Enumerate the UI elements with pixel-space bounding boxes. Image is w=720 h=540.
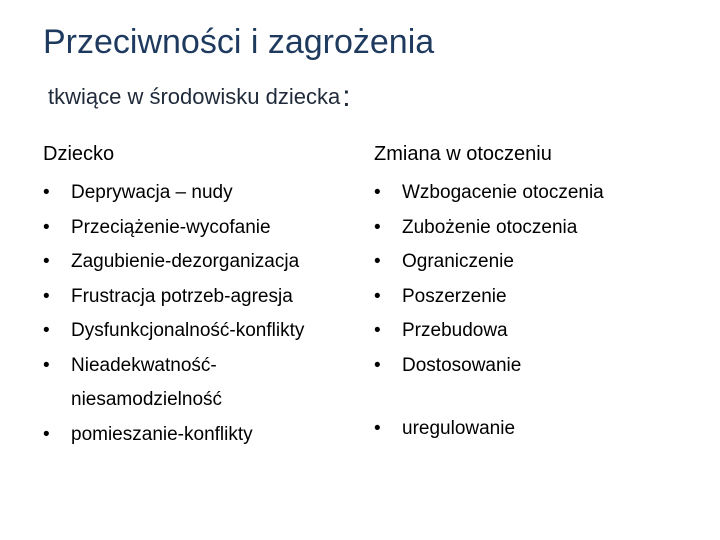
list-item-text: Frustracja potrzeb-agresja	[71, 285, 293, 307]
left-bullet-list	[43, 176, 363, 452]
bullet-icon: •	[43, 216, 50, 238]
list-item-text: uregulowanie	[402, 418, 516, 439]
bullet-icon: •	[43, 182, 50, 203]
left-column	[43, 140, 363, 445]
list-item	[43, 176, 363, 211]
bullet-icon: •	[374, 354, 381, 376]
bullet-icon: •	[374, 320, 381, 341]
bullet-icon: •	[43, 320, 50, 341]
list-item-text: Zagubienie-dezorganizacja	[71, 251, 300, 272]
list-item	[374, 349, 694, 384]
list-item-text: Dysfunkcjonalność-konflikty	[71, 320, 305, 341]
list-item	[374, 211, 694, 246]
list-item-text: Deprywacja – nudy	[71, 182, 233, 203]
list-item	[43, 349, 363, 418]
list-item-text-line2: niesamodzielność	[71, 389, 223, 410]
list-item-text: Dostosowanie	[402, 354, 522, 376]
list-item-text: Poszerzenie	[402, 285, 507, 307]
right-bullet-list	[374, 176, 694, 383]
list-item	[43, 245, 363, 280]
list-item	[374, 314, 694, 349]
bullet-icon: •	[374, 251, 381, 272]
right-column-heading: Zmiana w otoczeniu	[374, 143, 552, 165]
subtitle-text: tkwiące w środowisku dziecka	[48, 84, 341, 109]
bullet-icon: •	[374, 216, 381, 238]
bullet-icon: •	[374, 285, 381, 307]
list-item	[43, 314, 363, 349]
slide-title: Przeciwności i zagrożenia	[43, 23, 435, 61]
bullet-icon: •	[43, 251, 50, 272]
bullet-icon: •	[374, 182, 381, 203]
list-item	[374, 176, 694, 211]
list-item-text: Przeciążenie-wycofanie	[71, 216, 271, 238]
list-item	[43, 211, 363, 246]
list-item-text-line1: Nieadekwatność-	[71, 354, 217, 376]
list-item-text: pomieszanie-konflikty	[71, 423, 253, 445]
left-column-heading: Dziecko	[43, 143, 115, 165]
slide-subtitle	[48, 80, 351, 114]
list-item	[374, 412, 515, 447]
bullet-icon: •	[374, 418, 381, 439]
list-item-text: Wzbogacenie otoczenia	[402, 182, 604, 203]
list-item-text: Ograniczenie	[402, 251, 514, 272]
list-item	[374, 245, 694, 280]
list-item	[43, 418, 363, 453]
subtitle-colon: :	[342, 80, 351, 113]
list-item	[43, 280, 363, 315]
bullet-icon: •	[43, 285, 50, 307]
bullet-icon: •	[43, 423, 50, 445]
list-item-text: Przebudowa	[402, 320, 508, 341]
right-column	[374, 140, 694, 439]
list-item-text: Zubożenie otoczenia	[402, 216, 578, 238]
list-item	[374, 280, 694, 315]
bullet-icon: •	[43, 354, 50, 376]
